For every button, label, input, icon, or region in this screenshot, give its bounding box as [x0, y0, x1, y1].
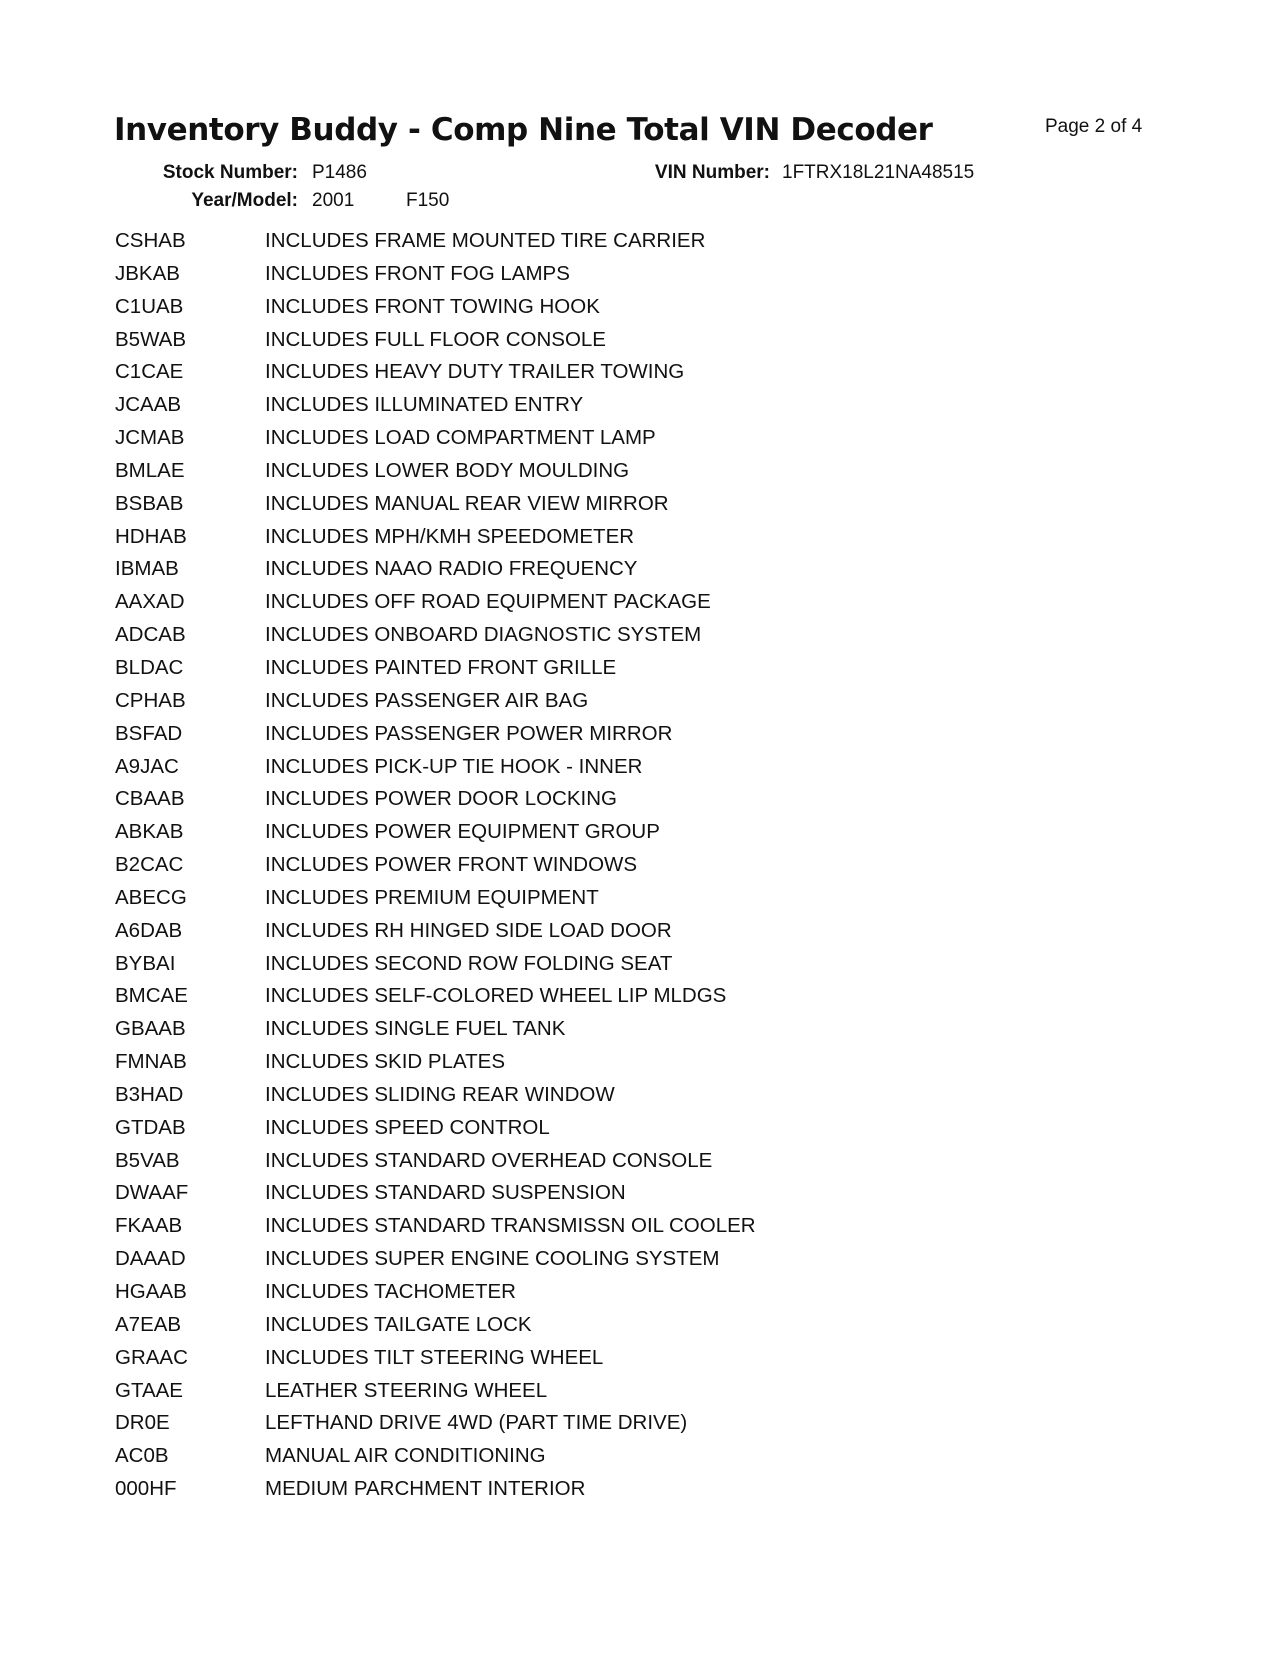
option-code: BSBAB: [115, 491, 184, 515]
option-description: INCLUDES SECOND ROW FOLDING SEAT: [265, 951, 673, 975]
option-code: DAAAD: [115, 1247, 186, 1271]
option-description: INCLUDES PREMIUM EQUIPMENT: [265, 885, 599, 909]
option-row: [115, 853, 756, 886]
option-description: INCLUDES PAINTED FRONT GRILLE: [265, 655, 617, 679]
option-description: INCLUDES TILT STEERING WHEEL: [265, 1345, 604, 1369]
option-code: JBKAB: [115, 261, 180, 285]
option-row: [115, 755, 756, 788]
option-code: HGAAB: [115, 1280, 187, 1303]
option-code: HDHAB: [115, 524, 187, 548]
option-description: INCLUDES SUPER ENGINE COOLING SYSTEM: [265, 1247, 720, 1271]
option-row: [115, 1214, 756, 1247]
option-row: [115, 262, 756, 295]
option-row: [115, 328, 756, 361]
option-row: [115, 295, 756, 328]
option-row: [115, 787, 756, 820]
option-code: DR0E: [115, 1411, 170, 1435]
option-row: [115, 952, 756, 985]
option-code: A7EAB: [115, 1312, 182, 1336]
option-description: INCLUDES RH HINGED SIDE LOAD DOOR: [265, 918, 672, 942]
option-code: BYBAI: [115, 951, 176, 975]
option-row: [115, 525, 756, 558]
option-row: [115, 1280, 756, 1313]
year-value: 2001: [312, 190, 355, 211]
option-code: ABECG: [115, 885, 187, 909]
option-description: INCLUDES SLIDING REAR WINDOW: [265, 1082, 615, 1106]
option-row: [115, 820, 756, 853]
option-row: [115, 656, 756, 689]
option-row: [115, 229, 756, 262]
option-row: [115, 623, 756, 656]
option-row: [115, 459, 756, 492]
option-description: MEDIUM PARCHMENT INTERIOR: [265, 1477, 586, 1501]
option-code: C1UAB: [115, 294, 184, 318]
model-value: F150: [406, 190, 450, 211]
option-description: LEATHER STEERING WHEEL: [265, 1378, 548, 1402]
option-description: INCLUDES STANDARD SUSPENSION: [265, 1181, 626, 1205]
option-row: [115, 1083, 756, 1116]
option-description: INCLUDES STANDARD TRANSMISSN OIL COOLER: [265, 1214, 756, 1238]
option-description: INCLUDES NAAO RADIO FREQUENCY: [265, 557, 638, 581]
vin-number-value: 1FTRX18L21NA48515: [782, 162, 975, 183]
option-code: ABKAB: [115, 820, 184, 844]
option-row: [115, 886, 756, 919]
option-code: B5VAB: [115, 1148, 180, 1172]
option-description: INCLUDES HEAVY DUTY TRAILER TOWING: [265, 360, 685, 384]
option-row: [115, 689, 756, 722]
option-description: INCLUDES MANUAL REAR VIEW MIRROR: [265, 491, 669, 515]
option-code: FMNAB: [115, 1050, 187, 1074]
option-description: INCLUDES TACHOMETER: [265, 1280, 516, 1303]
option-code: GBAAB: [115, 1017, 186, 1041]
option-code: GTAAE: [115, 1378, 183, 1402]
option-code: BMLAE: [115, 458, 185, 482]
stock-number-label: Stock Number:: [162, 162, 298, 183]
option-row: [115, 1017, 756, 1050]
year-model-label: Year/Model:: [191, 190, 298, 211]
option-description: INCLUDES PASSENGER AIR BAG: [265, 688, 589, 712]
option-description: INCLUDES LOAD COMPARTMENT LAMP: [265, 426, 656, 450]
option-row: [115, 1411, 756, 1444]
stock-number-value: P1486: [312, 162, 367, 183]
option-description: INCLUDES SELF-COLORED WHEEL LIP MLDGS: [265, 984, 727, 1008]
option-code: 000HF: [115, 1477, 177, 1501]
option-row: [115, 1181, 756, 1214]
option-code: CSHAB: [115, 229, 186, 252]
option-code: GRAAC: [115, 1345, 188, 1369]
option-description: INCLUDES ONBOARD DIAGNOSTIC SYSTEM: [265, 623, 702, 647]
vin-number-label: VIN Number:: [654, 162, 770, 183]
option-row: [115, 426, 756, 459]
option-description: INCLUDES SINGLE FUEL TANK: [265, 1017, 566, 1041]
option-code: FKAAB: [115, 1214, 183, 1238]
document-title: Inventory Buddy - Comp Nine Total VIN Decoder: [114, 112, 933, 148]
option-code: CBAAB: [115, 787, 185, 811]
option-description: INCLUDES FRONT TOWING HOOK: [265, 294, 600, 318]
option-row: [115, 1313, 756, 1346]
option-code: B3HAD: [115, 1082, 184, 1106]
option-description: INCLUDES FRONT FOG LAMPS: [265, 261, 570, 285]
option-row: [115, 1149, 756, 1182]
option-description: INCLUDES PICK-UP TIE HOOK - INNER: [265, 754, 643, 778]
option-row: [115, 360, 756, 393]
option-description: INCLUDES FULL FLOOR CONSOLE: [265, 327, 606, 351]
option-code: B2CAC: [115, 853, 184, 877]
option-description: INCLUDES SKID PLATES: [265, 1050, 505, 1074]
option-row: [115, 1444, 756, 1477]
option-code: JCMAB: [115, 426, 185, 450]
option-description: INCLUDES SPEED CONTROL: [265, 1115, 550, 1139]
option-description: INCLUDES ILLUMINATED ENTRY: [265, 393, 584, 417]
option-description: INCLUDES MPH/KMH SPEEDOMETER: [265, 524, 635, 548]
option-description: LEFTHAND DRIVE 4WD (PART TIME DRIVE): [265, 1411, 688, 1435]
option-row: [115, 393, 756, 426]
option-code: IBMAB: [115, 557, 179, 581]
option-description: INCLUDES TAILGATE LOCK: [265, 1312, 532, 1336]
option-description: INCLUDES POWER DOOR LOCKING: [265, 787, 617, 811]
option-code: BLDAC: [115, 655, 184, 679]
option-row: [115, 722, 756, 755]
option-code-list: [115, 229, 756, 1510]
option-code: AC0B: [115, 1444, 169, 1468]
option-code: B5WAB: [115, 327, 187, 351]
option-description: INCLUDES LOWER BODY MOULDING: [265, 458, 630, 482]
option-code: CPHAB: [115, 688, 186, 712]
option-row: [115, 984, 756, 1017]
option-code: BMCAE: [115, 984, 188, 1008]
option-code: C1CAE: [115, 360, 184, 384]
option-description: INCLUDES POWER EQUIPMENT GROUP: [265, 820, 660, 844]
option-code: JCAAB: [115, 393, 182, 417]
page-indicator: Page 2 of 4: [1045, 116, 1143, 137]
option-row: [115, 590, 756, 623]
option-code: GTDAB: [115, 1115, 186, 1139]
option-description: INCLUDES PASSENGER POWER MIRROR: [265, 721, 673, 745]
option-code: A9JAC: [115, 754, 179, 778]
option-description: MANUAL AIR CONDITIONING: [265, 1444, 546, 1468]
option-row: [115, 492, 756, 525]
option-row: [115, 1477, 756, 1510]
option-row: [115, 557, 756, 590]
option-row: [115, 1346, 756, 1379]
option-code: ADCAB: [115, 623, 186, 647]
option-description: INCLUDES POWER FRONT WINDOWS: [265, 853, 638, 877]
option-row: [115, 1247, 756, 1280]
option-code: A6DAB: [115, 918, 183, 942]
option-code: DWAAF: [115, 1181, 189, 1205]
option-description: INCLUDES STANDARD OVERHEAD CONSOLE: [265, 1148, 713, 1172]
option-row: [115, 919, 756, 952]
option-row: [115, 1116, 756, 1149]
option-description: INCLUDES OFF ROAD EQUIPMENT PACKAGE: [265, 590, 711, 614]
option-code: BSFAD: [115, 721, 183, 745]
option-row: [115, 1379, 756, 1412]
option-code: AAXAD: [115, 590, 185, 614]
option-description: INCLUDES FRAME MOUNTED TIRE CARRIER: [265, 229, 706, 252]
option-row: [115, 1050, 756, 1083]
